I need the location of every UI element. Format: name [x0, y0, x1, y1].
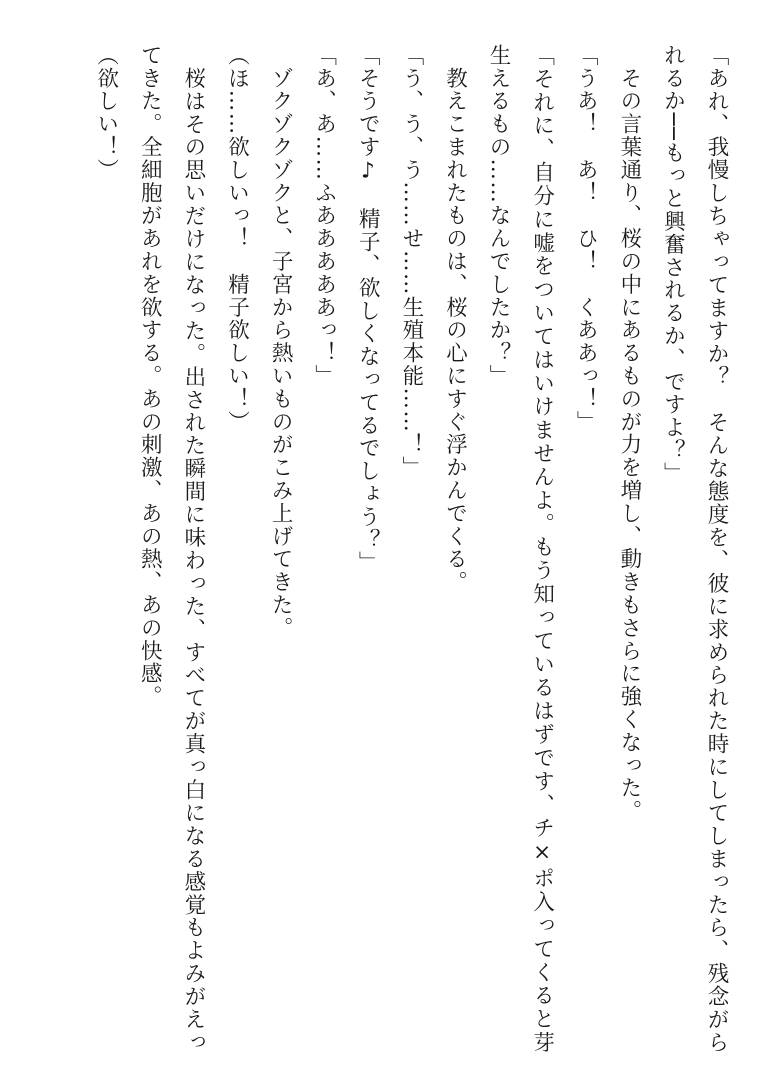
paragraph-10: （ほ……欲しいっ！ 精子欲しい！）	[224, 44, 250, 434]
vertical-text-body	[78, 44, 738, 1054]
paragraph-7: 「そうです♪ 精子、欲しくなってるでしょう？」	[355, 44, 381, 575]
paragraph-4: 「それに、自分に嘘をついてはいけませんよ。もう知っているはずです、チ×ポ入ってくると芽生えるもの……なんでしたか？」	[486, 44, 555, 1054]
paragraph-5: 教えこまれたものは、桜の心にすぐ浮かんでくる。	[442, 44, 468, 594]
paragraph-12: （欲しい！）	[93, 44, 119, 182]
paragraph-9: ゾクゾクゾクと、子宮から熱いものがこみ上げてきた。	[268, 44, 294, 640]
paragraph-3: 「うあ！ あ！ ひ！ くああっ！」	[573, 44, 599, 434]
paragraph-1: 「あれ、我慢しちゃってますか？ そんな態度を、彼に求められた時にしてしまったら、残念がられるか──もっと興奮されるか、ですよ？」	[660, 44, 729, 1054]
paragraph-8: 「あ、あ……ふあああああっ！」	[311, 44, 337, 388]
paragraph-11: 桜はその思いだけになった。出された瞬間に味わった、すべてが真っ白になる感覚もよみがえってきた。全細胞があれを欲する。あの刺激、あの熱、あの快感。	[137, 44, 206, 1054]
paragraph-6: 「う、う、う……せ……生殖本能……！」	[398, 44, 424, 480]
paragraph-2: その言葉通り、桜の中にあるものが力を増し、動きもさらに強くなった。	[616, 44, 642, 823]
